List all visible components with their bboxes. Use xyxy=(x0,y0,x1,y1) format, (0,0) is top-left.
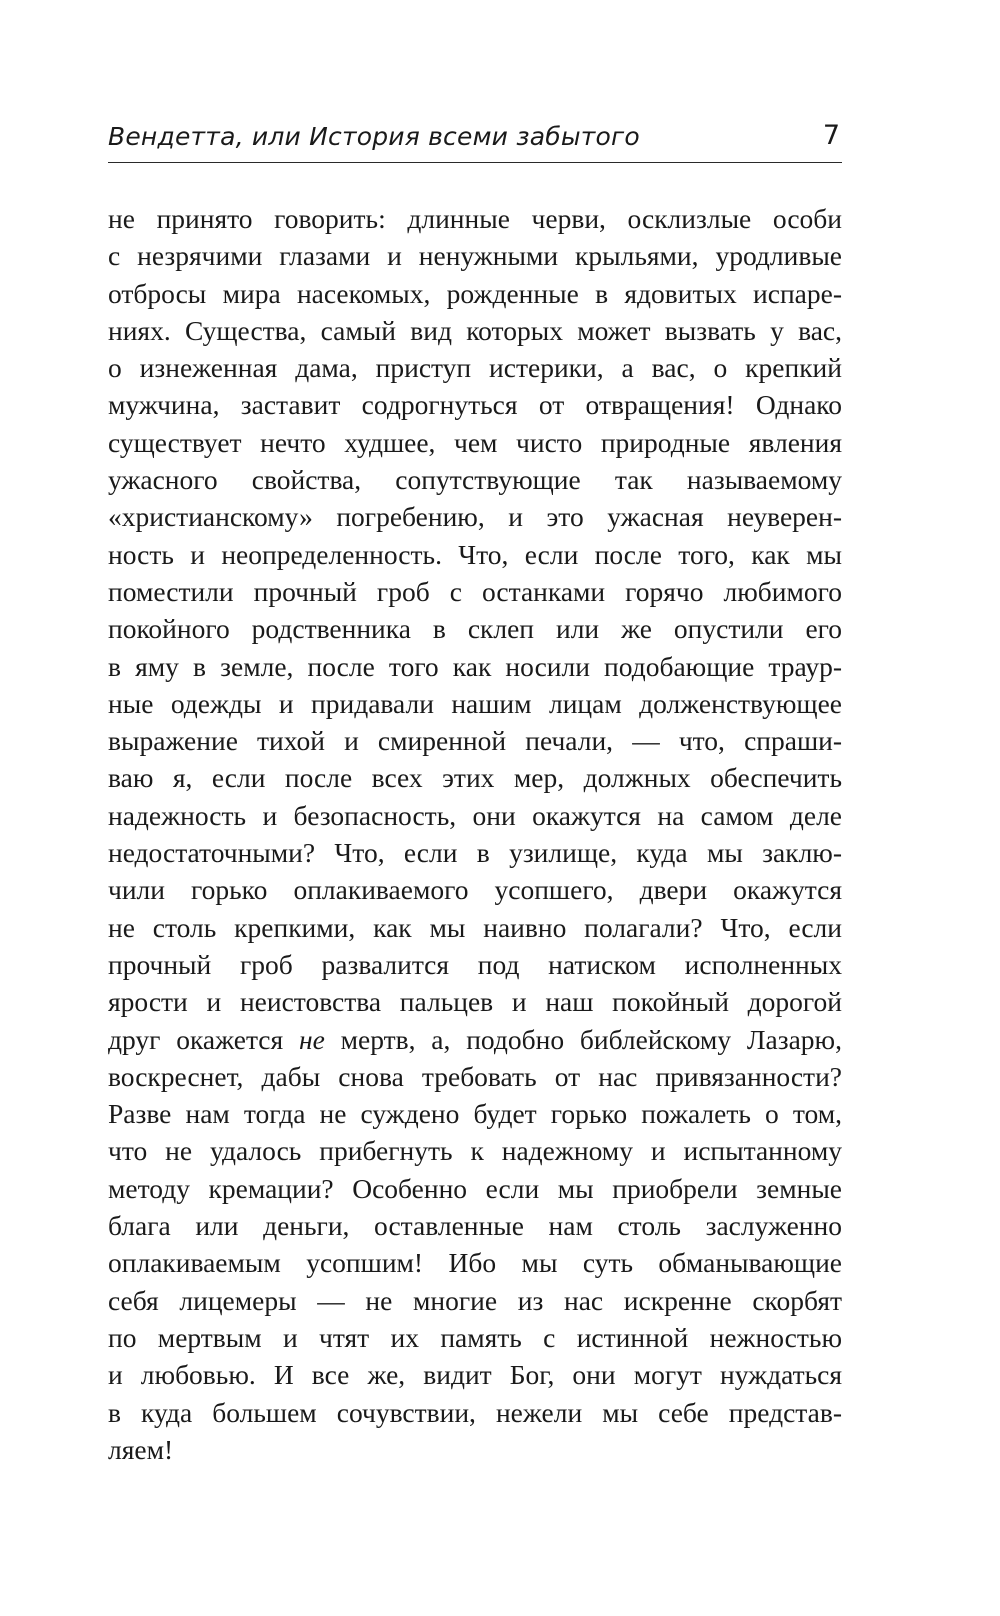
text-line: ужасного свойства, сопутствующие так называемому xyxy=(108,464,842,496)
text-line: с незрячими глазами и ненужными крыльями, уродливые xyxy=(108,240,842,272)
text-line: «христианскому» погребению, и это ужасная неуверен- xyxy=(108,501,842,533)
body-text xyxy=(108,200,842,1468)
text-line: ность и неопределенность. Что, если после того, как мы xyxy=(108,538,842,570)
text-line: оплакиваемым усопшим! Ибо мы суть обманывающие xyxy=(108,1247,842,1279)
text-line: что не удалось прибегнуть к надежному и испытанному xyxy=(108,1135,842,1167)
text-line: ные одежды и придавали нашим лицам долженствующее xyxy=(108,687,842,719)
text-line: ниях. Существа, самый вид которых может вызвать у вас, xyxy=(108,314,842,346)
text-line: блага или деньги, оставленные нам столь заслуженно xyxy=(108,1210,842,1242)
text-line: воскреснет, дабы снова требовать от нас привязанности? xyxy=(108,1060,842,1092)
emphasis-word: не xyxy=(298,1023,325,1055)
text-line: существует нечто худшее, чем чисто природные явления xyxy=(108,426,842,458)
paragraph-last-line: ляем! xyxy=(108,1433,174,1465)
text-line: отбросы мира насекомых, рожденные в ядовитых испаре- xyxy=(108,277,842,309)
text-line: методу кремации? Особенно если мы приобрели земные xyxy=(108,1172,842,1204)
text-line: поместили прочный гроб с останками горячо любимого xyxy=(108,575,842,607)
text-line: мужчина, заставит содрогнуться от отвращения! Однако xyxy=(108,389,842,421)
page-number: 7 xyxy=(822,120,840,151)
text-line: о изнеженная дама, приступ истерики, а вас, о крепкий xyxy=(108,352,842,384)
text-line: по мертвым и чтят их память с истинной нежностью xyxy=(108,1321,842,1353)
text-line: прочный гроб развалится под натиском исполненных xyxy=(108,948,842,980)
text-line: недостаточными? Что, если в узилище, куда мы заклю- xyxy=(108,837,842,869)
line-segment: мертв, а, подобно библейскому Лазарю, xyxy=(324,1023,842,1055)
text-line: в куда большем сочувствии, нежели мы себе представ- xyxy=(108,1396,842,1428)
text-line: покойного родственника в склеп или же опустили его xyxy=(108,613,842,645)
text-line: ярости и неистовства пальцев и наш покойный дорогой xyxy=(108,986,842,1018)
text-line: себя лицемеры — не многие из нас искренне скорбят xyxy=(108,1284,842,1316)
text-line: в яму в земле, после того как носили подобающие траур- xyxy=(108,650,842,682)
running-head xyxy=(108,118,842,163)
line-segment: друг окажется xyxy=(108,1023,299,1055)
text-line: выражение тихой и смиренной печали, — что, спраши- xyxy=(108,725,842,757)
text-line: чили горько оплакиваемого усопшего, двери окажутся xyxy=(108,874,842,906)
running-title: Вендетта, или История всеми забытого xyxy=(108,122,640,151)
text-line: ваю я, если после всех этих мер, должных обеспечить xyxy=(108,762,842,794)
text-line: и любовью. И все же, видит Бог, они могут нуждаться xyxy=(108,1359,842,1391)
text-line: надежность и безопасность, они окажутся на самом деле xyxy=(108,799,842,831)
text-line: Разве нам тогда не суждено будет горько пожалеть о том, xyxy=(108,1098,842,1130)
text-line: не принято говорить: длинные черви, осклизлые особи xyxy=(108,203,842,234)
text-line: не столь крепкими, как мы наивно полагали? Что, если xyxy=(108,911,842,943)
text-line-with-emphasis xyxy=(108,1021,842,1058)
